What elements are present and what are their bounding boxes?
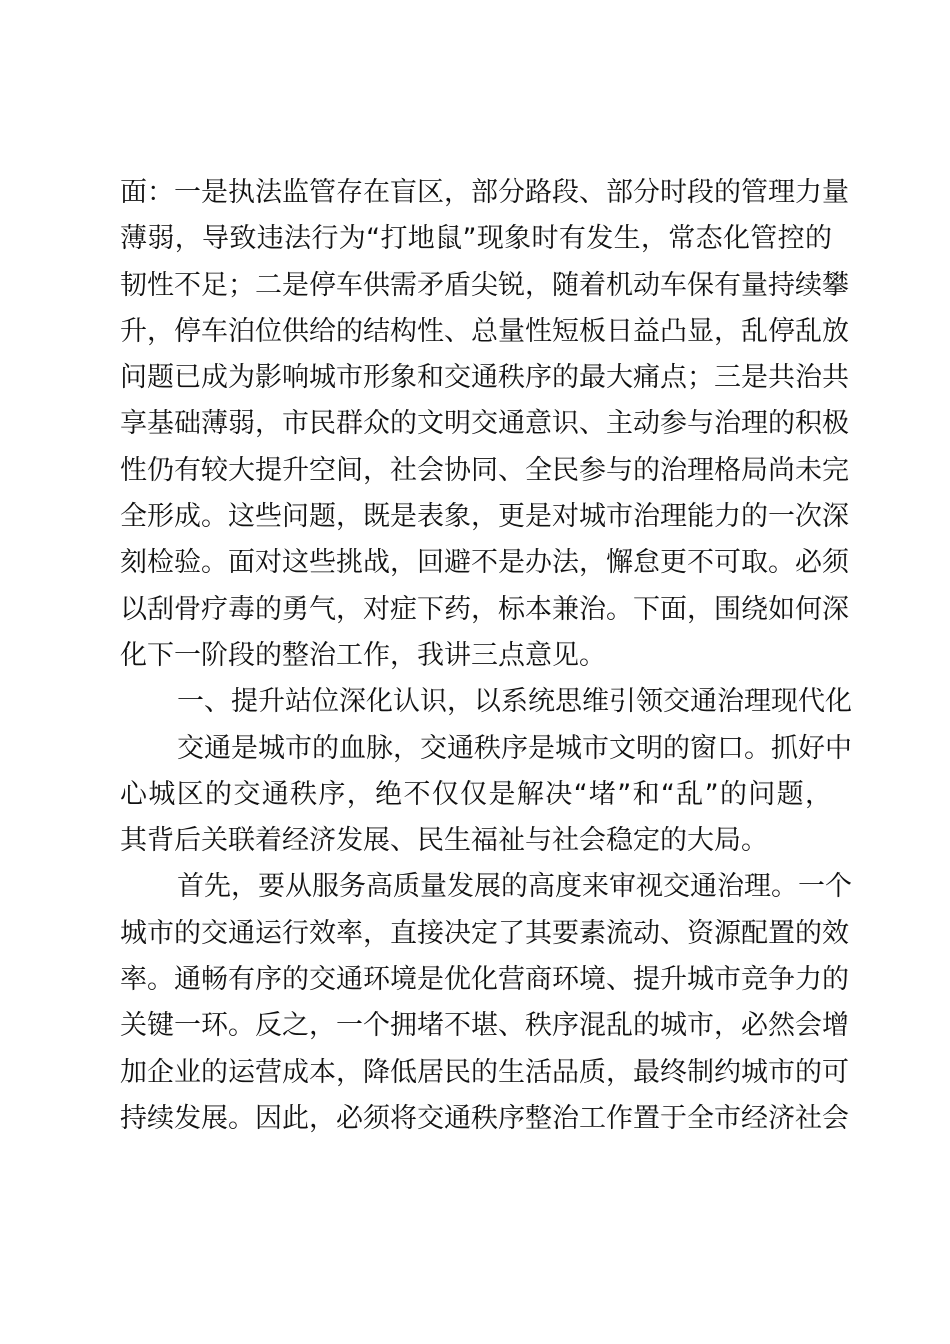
paragraph <box>120 726 852 865</box>
text-line: 城市的交通运行效率，直接决定了其要素流动、资源配置的效 <box>120 917 849 949</box>
text-line: 加企业的运营成本，降低居民的生活品质，最终制约城市的可 <box>120 1056 849 1088</box>
section-heading <box>120 679 852 725</box>
text-line: 心城区的交通秩序，绝不仅仅是解决“堵”和“乱”的问题， <box>120 778 832 810</box>
text-line: 全形成。这些问题，既是表象，更是对城市治理能力的一次深 <box>120 501 849 533</box>
text-line: 以刮骨疗毒的勇气，对症下药，标本兼治。下面，围绕如何深 <box>120 593 849 625</box>
text-line: 薄弱，导致违法行为“打地鼠”现象时有发生，常态化管控的 <box>120 223 832 255</box>
text-line: 韧性不足；二是停车供需矛盾尖锐，随着机动车保有量持续攀 <box>120 269 849 301</box>
text-line: 持续发展。因此，必须将交通秩序整治工作置于全市经济社会 <box>120 1102 849 1134</box>
text-line: 刻检验。面对这些挑战，回避不是办法，懈怠更不可取。必须 <box>120 547 849 579</box>
text-line: 其背后关联着经济发展、民生福祉与社会稳定的大局。 <box>120 825 768 857</box>
text-line: 首先，要从服务高质量发展的高度来审视交通治理。一个 <box>177 871 852 903</box>
paragraph <box>120 864 852 1142</box>
text-line: 化下一阶段的整治工作，我讲三点意见。 <box>120 639 606 671</box>
text-line: 性仍有较大提升空间，社会协同、全民参与的治理格局尚未完 <box>120 454 849 486</box>
text-line: 升，停车泊位供给的结构性、总量性短板日益凸显，乱停乱放 <box>120 315 849 347</box>
text-line: 交通是城市的血脉，交通秩序是城市文明的窗口。抓好中 <box>177 732 852 764</box>
text-line: 一、提升站位深化认识，以系统思维引领交通治理现代化 <box>177 686 852 718</box>
text-line: 问题已成为影响城市形象和交通秩序的最大痛点；三是共治共 <box>120 362 849 394</box>
text-line: 率。通畅有序的交通环境是优化营商环境、提升城市竞争力的 <box>120 964 849 996</box>
document-page <box>120 170 852 1142</box>
text-line: 关键一环。反之，一个拥堵不堪、秩序混乱的城市，必然会增 <box>120 1010 849 1042</box>
text-line: 面：一是执法监管存在盲区，部分路段、部分时段的管理力量 <box>120 177 849 208</box>
paragraph <box>120 170 849 679</box>
text-line: 享基础薄弱，市民群众的文明交通意识、主动参与治理的积极 <box>120 408 849 440</box>
